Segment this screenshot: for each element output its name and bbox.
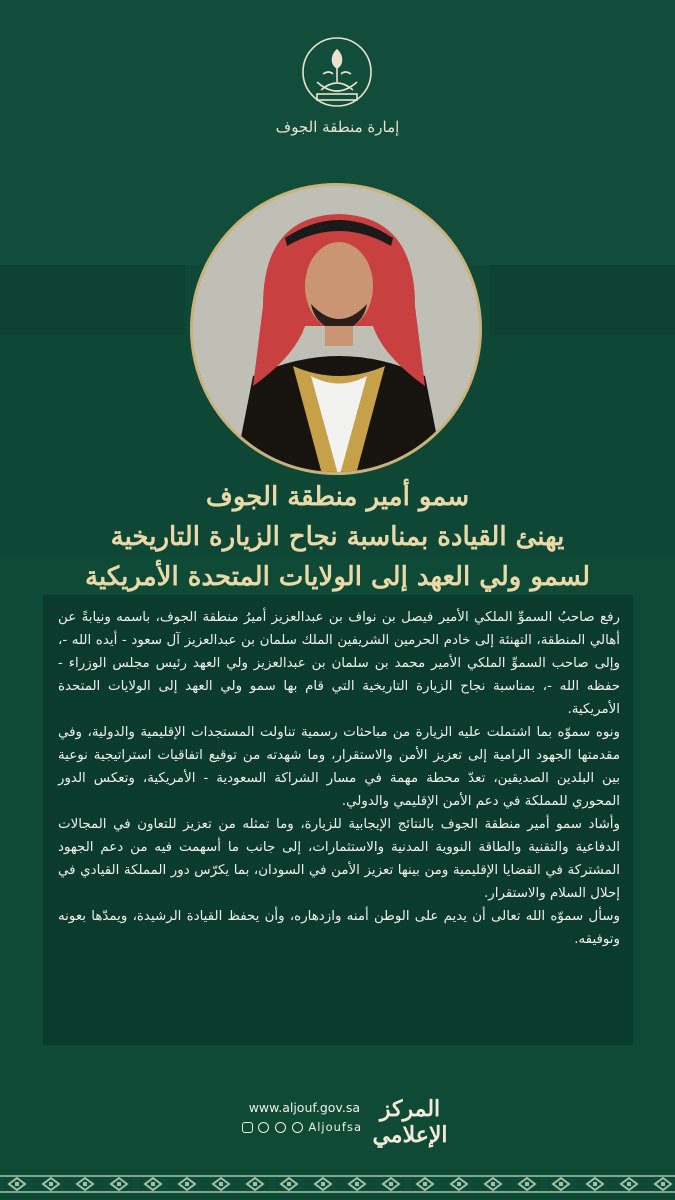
prince-portrait-image	[190, 183, 482, 475]
logo-line-2: الإعلامي	[372, 1122, 448, 1148]
organization-name: إمارة منطقة الجوف	[275, 118, 400, 136]
youtube-icon[interactable]	[292, 1122, 303, 1133]
logo-line-1: المركز	[379, 1096, 441, 1122]
background-step-right	[490, 265, 675, 335]
body-paragraph-4: وسأل سموّه الله تعالى أن يديم على الوطن أمنه وازدهاره، وأن يحفظ القيادة الرشيدة، ويمدّها بعونه وتوفيقه.	[58, 909, 620, 947]
instagram-icon[interactable]	[242, 1122, 253, 1133]
headline-line-3: لسمو ولي العهد إلى الولايات المتحدة الأمريكية	[85, 562, 590, 592]
body-paragraph-1: رفع صاحبُ السموِّ الملكي الأمير فيصل بن نواف بن عبدالعزيز أميرُ منطقة الجوف، باسمه ونيابةً عن أهالي المنطقة، التهنئة إلى خادم الحرمين الشريفين الملك سلمان بن عبدالعزيز آل سعود - أيده الله -، وإلى صاحب السموِّ الملكي الأمير محمد بن سلمان بن عبدالعزيز ولي العهد رئيس مجلس الوزراء - حفظه الله -، بمناسبة نجاح الزيارة التاريخية التي قام بها سمو ولي العهد إلى الولايات المتحدة الأمريكية.	[58, 610, 620, 717]
snapchat-icon[interactable]	[258, 1122, 269, 1133]
background-step-left	[0, 265, 185, 335]
body-text	[58, 606, 620, 951]
website-link[interactable]: www.aljouf.gov.sa	[248, 1100, 360, 1115]
headline-line-2: يهنئ القيادة بمناسبة نجاح الزيارة التاريخية	[110, 522, 565, 552]
headline-line-1: سمو أمير منطقة الجوف	[205, 482, 470, 512]
decorative-pattern	[0, 1168, 675, 1200]
media-center-logo	[372, 1096, 448, 1156]
body-paragraph-2: ونوه سموّه بما اشتملت عليه الزيارة من مباحثات رسمية تناولت المستجدات الإقليمية والدولية، وفي مقدمتها الجهود الرامية إلى تعزيز الأمن والاستقرار، وما شهدته من توقيع اتفاقيات استراتيجية نوعية بين البلدين الصديقين، تعدّ محطة مهمة في مسار الشراكة السعودية - الأمريكية، وتعكس الدور المحوري للمملكة في دعم الأمن الإقليمي والدولي.	[58, 725, 620, 809]
social-row	[232, 1120, 362, 1134]
x-icon[interactable]	[275, 1122, 286, 1133]
body-paragraph-3: وأشاد سمو أمير منطقة الجوف بالنتائج الإيجابية للزيارة، وما تمثله من تعزيز للتعاون في المجالات الدفاعية والتقنية والطاقة النووية المدنية والاستثمارات، إلى جانب ما أسهمت فيه من دعم الجهود المشتركة في القضايا الإقليمية ومن بينها تعزيز الأمن في السودان، بما يكرّس دور المملكة القيادي في إحلال السلام والاستقرار.	[58, 817, 620, 901]
social-handle[interactable]: Aljoufsa	[308, 1120, 362, 1134]
